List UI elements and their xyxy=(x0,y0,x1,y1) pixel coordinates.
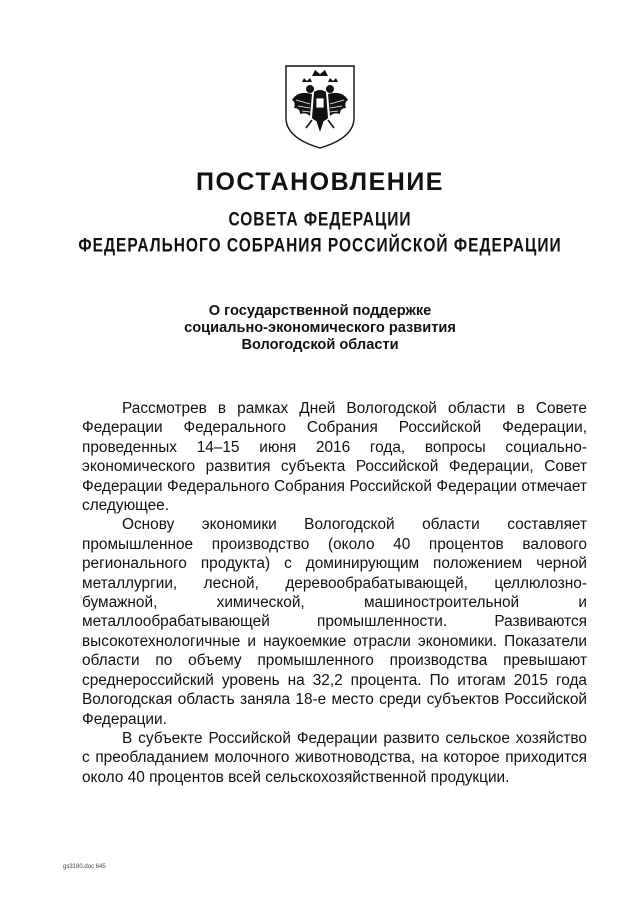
body-paragraph-1: Рассмотрев в рамках Дней Вологодской области в Совете Федерации Федерального Собрания Российской Федерации, проведенных 14–15 июня 2016 года, вопросы социально-экономического развития субъекта Российской Федерации, Совет Федерации Федерального Собрания Российской Федерации отмечает следующее. xyxy=(82,400,587,515)
body-paragraph-2: Основу экономики Вологодской области составляет промышленное производство (около 40 процентов валового регионального продукта) с доминирующим положением черной металлургии, лесной, деревообрабатывающей, целлюлозно-бумажной, химической, машиностроительной и металлообрабатывающей промышленности. Развиваются высокотехнологичные и наукоемкие отрасли экономики. Показатели области по объему промышленного производства превышают среднероссийский уровень на 32,2 процента. По итогам 2015 года Вологодская область заняла 18-е место среди субъектов Российской Федерации. xyxy=(82,516,587,728)
body-paragraph-3: В субъекте Российской Федерации развито сельское хозяйство с преобладанием молочного животноводства, на которое приходится около 40 процентов всей сельскохозяйственной продукции. xyxy=(82,729,587,786)
subject-line-1: О государственной поддержке xyxy=(208,303,432,319)
subject-line-2: социально-экономического развития xyxy=(184,320,456,336)
issuer-line-1: СОВЕТА ФЕДЕРАЦИИ xyxy=(228,209,412,231)
document-body xyxy=(82,399,587,787)
coat-of-arms-icon xyxy=(272,60,368,152)
issuer-line-2: ФЕДЕРАЛЬНОГО СОБРАНИЯ РОССИЙСКОЙ ФЕДЕРАЦИИ xyxy=(78,235,562,257)
subject-line-3: Вологодской области xyxy=(241,337,399,353)
document-title: ПОСТАНОВЛЕНИЕ xyxy=(196,168,444,196)
document-code: gs3180.doc 645 xyxy=(63,864,106,870)
document-subject xyxy=(0,303,640,354)
